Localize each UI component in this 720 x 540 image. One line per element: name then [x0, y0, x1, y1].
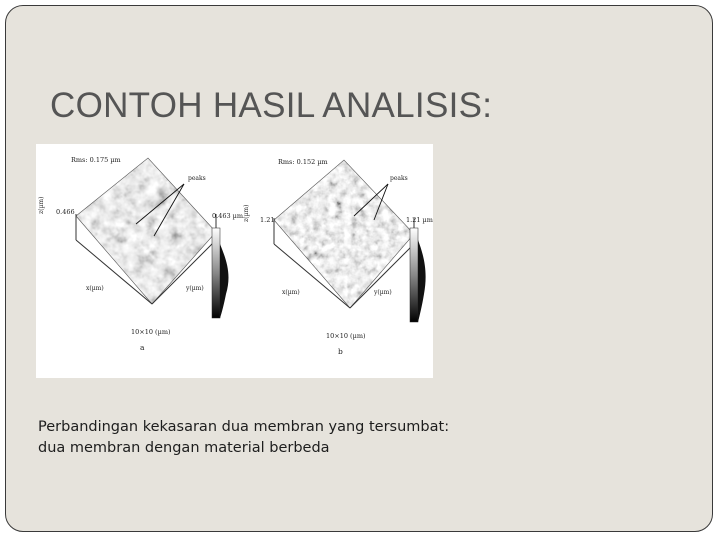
- afm-figure: [36, 144, 433, 378]
- peaks-label-a: peaks: [188, 175, 206, 182]
- afm-panel-a: [38, 152, 243, 352]
- panel-label-a: a: [140, 343, 145, 352]
- z-axis-label-a: z(µm): [38, 196, 45, 214]
- z-left-value-b: 1.21: [260, 216, 275, 224]
- z-left-value-a: 0.466: [56, 208, 75, 216]
- height-histogram-b: [418, 240, 426, 322]
- y-axis-label-b: y(µm): [374, 289, 392, 296]
- afm-panel-b: [243, 154, 433, 356]
- rms-label-a: Rms: 0.175 µm: [71, 156, 121, 164]
- slide-title: CONTOH HASIL ANALISIS:: [50, 86, 493, 125]
- rms-label-b: Rms: 0.152 µm: [278, 158, 328, 166]
- height-scale-bar-b: [410, 228, 418, 322]
- z-axis-label-b: z(µm): [243, 204, 250, 222]
- scan-size-a: 10×10 (µm): [131, 328, 171, 336]
- height-histogram-a: [220, 244, 228, 318]
- caption-line-2: dua membran dengan material berbeda: [38, 440, 330, 456]
- caption-line-1: Perbandingan kekasaran dua membran yang tersumbat:: [38, 419, 450, 435]
- y-axis-label-a: y(µm): [186, 285, 204, 292]
- scan-size-b: 10×10 (µm): [326, 332, 366, 340]
- peaks-label-b: peaks: [390, 175, 408, 182]
- x-axis-label-b: x(µm): [282, 289, 300, 296]
- x-axis-label-a: x(µm): [86, 285, 104, 292]
- slide: [5, 5, 713, 532]
- height-scale-bar-a: [212, 228, 220, 318]
- panel-label-b: b: [338, 347, 343, 356]
- figure-caption: [38, 417, 449, 459]
- z-right-value-a: 0.463 µm: [212, 212, 244, 220]
- z-right-value-b: 1.21 µm: [406, 216, 433, 224]
